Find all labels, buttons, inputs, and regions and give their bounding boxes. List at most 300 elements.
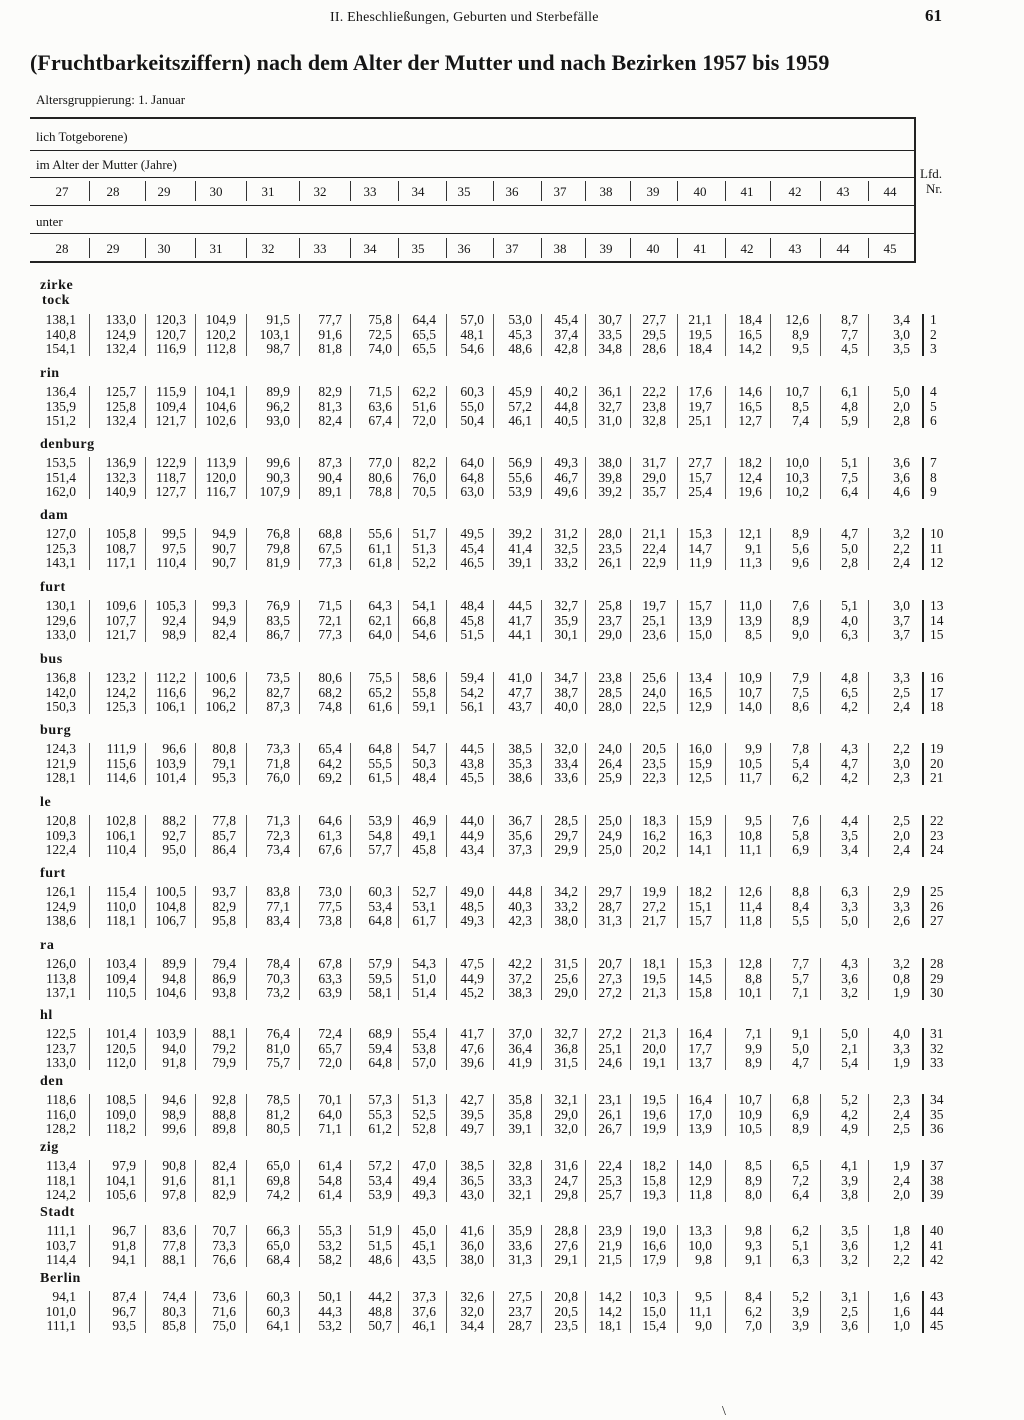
column-separator [246,314,247,356]
district-name [40,580,66,596]
table-cell: 4,3 [841,956,858,971]
table-cell: 106,1 [105,827,136,843]
table-cell: 126,0 [45,956,76,971]
table-cell: 67,4 [368,413,392,428]
age-from-separator [868,181,869,201]
table-cell: 83,6 [162,1223,186,1238]
table-cell: 45,2 [460,985,484,1000]
table-row [0,670,1024,685]
column-separator [246,815,247,857]
table-cell: 8,9 [792,326,809,342]
column-separator [299,958,300,1000]
table-cell: 132,4 [105,413,136,428]
table-cell: 50,3 [412,755,436,771]
column-separator [195,457,196,499]
table-cell: 120,3 [155,312,186,327]
table-cell: 53,1 [412,898,436,914]
table-cell: 92,8 [212,1092,236,1107]
age-to-separator [89,238,90,258]
table-cell: 108,7 [105,540,136,556]
table-cell: 45,3 [508,326,532,342]
column-separator [868,672,869,714]
column-separator [820,600,821,642]
lfd-bar [922,743,924,785]
column-separator [585,672,586,714]
table-cell: 79,4 [212,956,236,971]
district-block [0,652,1024,718]
table-cell: 11,8 [688,1187,712,1202]
table-cell: 14,6 [738,384,762,399]
table-cell: 3,8 [841,1187,858,1202]
table-cell: 75,8 [368,312,392,327]
table-cell: 37,2 [508,970,532,986]
table-cell: 16,4 [688,1092,712,1107]
table-cell: 94,6 [162,1092,186,1107]
table-cell: 52,8 [412,1121,436,1136]
table-cell: 40,2 [554,384,578,399]
table-cell: 78,4 [266,956,290,971]
lfd-bar [922,815,924,857]
table-cell: 104,9 [205,312,236,327]
table-cell: 120,7 [155,326,186,342]
column-separator [820,1028,821,1070]
age-to-9: 37 [505,241,519,256]
table-cell: 120,2 [205,326,236,342]
table-cell: 135,9 [45,398,76,414]
table-cell: 65,0 [266,1237,290,1253]
table-cell: 12,9 [688,1172,712,1188]
table-cell: 2,4 [893,555,910,570]
table-cell: 136,9 [105,455,136,470]
column-separator [770,958,771,1000]
table-cell: 64,8 [368,913,392,928]
table-cell: 27,7 [688,455,712,470]
table-cell: 48,4 [412,770,436,785]
table-row [0,899,1024,914]
table-cell: 15,4 [642,1318,666,1333]
table-cell: 74,0 [368,341,392,356]
table-cell: 64,3 [368,598,392,613]
table-cell: 94,1 [112,1252,136,1267]
table-cell: 42,3 [508,913,532,928]
age-from-separator [820,181,821,201]
table-cell: 2,8 [893,413,910,428]
age-from-separator [725,181,726,201]
table-cell: 46,1 [412,1318,436,1333]
header-rule-4 [30,233,914,234]
column-separator [585,457,586,499]
column-separator [350,1094,351,1136]
table-cell: 128,2 [45,1121,76,1136]
column-separator [630,314,631,356]
table-cell: 107,7 [105,612,136,628]
header-rule-2 [30,177,914,178]
table-cell: 19,3 [642,1187,666,1202]
table-row [0,555,1024,570]
table-cell: 96,6 [162,741,186,756]
table-cell: 55,6 [368,526,392,541]
table-row [0,613,1024,628]
column-separator [585,886,586,928]
age-from-separator [677,181,678,201]
lfd-number: 13 [930,598,944,613]
table-cell: 5,0 [841,913,858,928]
table-cell: 32,1 [508,1187,532,1202]
table-cell: 14,2 [598,1289,622,1304]
table-cell: 83,8 [266,884,290,899]
table-cell: 32,8 [508,1158,532,1173]
table-cell: 95,8 [212,913,236,928]
table-cell: 133,0 [105,312,136,327]
column-separator [145,1291,146,1333]
table-cell: 18,4 [738,312,762,327]
table-cell: 32,7 [598,398,622,414]
table-cell: 122,5 [45,1026,76,1041]
table-cell: 70,7 [212,1223,236,1238]
table-cell: 70,1 [318,1092,342,1107]
district-name-line: bus [40,652,63,667]
column-separator [446,1094,447,1136]
table-row [0,1318,1024,1333]
table-cell: 9,9 [745,1040,762,1056]
column-separator [770,1225,771,1267]
district-name-line: denburg [40,437,95,452]
lfd-number: 11 [930,540,943,556]
column-separator [89,886,90,928]
table-cell: 70,3 [266,970,290,986]
column-separator [541,386,542,428]
table-row [0,1026,1024,1041]
column-separator [350,743,351,785]
age-to-separator [350,238,351,258]
column-separator [145,815,146,857]
table-cell: 151,2 [45,413,76,428]
table-cell: 33,2 [554,555,578,570]
table-cell: 36,7 [508,813,532,828]
column-separator [585,958,586,1000]
table-cell: 9,8 [695,1252,712,1267]
table-row [0,1187,1024,1202]
column-separator [677,457,678,499]
table-cell: 38,0 [554,913,578,928]
district-block [0,437,1024,503]
table-cell: 63,3 [318,970,342,986]
table-cell: 96,2 [266,398,290,414]
district-block [0,278,1024,356]
district-name [40,652,63,668]
table-cell: 12,9 [688,699,712,714]
table-cell: 15,7 [688,598,712,613]
table-cell: 23,6 [642,627,666,642]
lfd-number: 10 [930,526,944,541]
age-from-13: 40 [693,184,707,199]
table-row [0,455,1024,470]
table-cell: 46,9 [412,813,436,828]
table-cell: 36,1 [598,384,622,399]
column-separator [677,1028,678,1070]
table-cell: 1,0 [893,1318,910,1333]
column-separator [820,1225,821,1267]
table-cell: 38,0 [460,1252,484,1267]
column-separator [446,958,447,1000]
column-separator [493,1160,494,1202]
table-cell: 44,5 [508,598,532,613]
table-cell: 74,4 [162,1289,186,1304]
table-cell: 34,2 [554,884,578,899]
table-cell: 126,1 [45,884,76,899]
table-cell: 124,2 [45,1187,76,1202]
table-cell: 44,8 [508,884,532,899]
column-separator [725,1291,726,1333]
table-cell: 91,8 [162,1055,186,1070]
table-cell: 40,0 [554,699,578,714]
table-cell: 3,0 [893,755,910,771]
table-cell: 7,1 [745,1026,762,1041]
table-cell: 91,6 [318,326,342,342]
table-cell: 82,9 [212,898,236,914]
age-from-8: 35 [457,184,471,199]
lfd-number: 41 [930,1237,944,1253]
column-separator [770,672,771,714]
table-cell: 53,9 [368,1187,392,1202]
column-separator [585,743,586,785]
table-row [0,598,1024,613]
table-cell: 1,8 [893,1223,910,1238]
table-cell: 71,3 [266,813,290,828]
age-to-5: 33 [313,241,327,256]
table-cell: 49,3 [412,1187,436,1202]
table-cell: 81,1 [212,1172,236,1188]
column-separator [541,314,542,356]
table-cell: 82,4 [212,1158,236,1173]
table-cell: 54,8 [318,1172,342,1188]
table-cell: 12,6 [738,884,762,899]
table-cell: 4,8 [841,398,858,414]
lfd-number: 27 [930,913,944,928]
table-cell: 4,2 [841,1106,858,1122]
table-cell: 3,2 [841,1252,858,1267]
column-separator [246,528,247,570]
table-cell: 68,8 [318,526,342,541]
table-cell: 88,2 [162,813,186,828]
column-separator [493,386,494,428]
table-cell: 19,5 [642,1092,666,1107]
table-cell: 90,3 [266,469,290,485]
table-cell: 71,5 [368,384,392,399]
column-separator [246,457,247,499]
table-row [0,813,1024,828]
table-cell: 90,7 [212,540,236,556]
table-cell: 66,3 [266,1223,290,1238]
column-separator [868,528,869,570]
age-from-12: 39 [646,184,660,199]
table-cell: 55,3 [318,1223,342,1238]
table-cell: 71,6 [212,1303,236,1319]
table-cell: 90,7 [212,555,236,570]
table-cell: 16,0 [688,741,712,756]
column-separator [350,886,351,928]
age-to-15: 43 [788,241,802,256]
table-cell: 79,1 [212,755,236,771]
column-separator [398,1160,399,1202]
column-separator [398,600,399,642]
table-cell: 19,9 [642,1121,666,1136]
table-cell: 10,9 [738,670,762,685]
table-cell: 105,6 [105,1187,136,1202]
table-row [0,1158,1024,1173]
table-cell: 77,7 [318,312,342,327]
table-cell: 2,9 [893,884,910,899]
table-cell: 48,6 [368,1252,392,1267]
table-cell: 81,2 [266,1106,290,1122]
table-cell: 103,9 [155,1026,186,1041]
table-cell: 127,0 [45,526,76,541]
column-separator [630,1094,631,1136]
column-separator [246,600,247,642]
table-cell: 81,0 [266,1040,290,1056]
column-separator [299,600,300,642]
table-cell: 4,3 [841,741,858,756]
table-cell: 67,5 [318,540,342,556]
table-row [0,541,1024,556]
table-cell: 150,3 [45,699,76,714]
table-cell: 115,9 [156,384,186,399]
age-from-separator [585,181,586,201]
table-cell: 61,1 [368,540,392,556]
table-cell: 3,6 [841,1237,858,1253]
table-cell: 4,0 [893,1026,910,1041]
table-cell: 23,7 [508,1303,532,1319]
table-cell: 28,7 [598,898,622,914]
table-cell: 53,0 [508,312,532,327]
table-cell: 89,1 [318,484,342,499]
table-cell: 7,7 [792,956,809,971]
column-separator [820,457,821,499]
table-cell: 21,7 [642,913,666,928]
table-cell: 110,4 [156,555,186,570]
table-cell: 13,9 [688,1121,712,1136]
table-cell: 11,3 [738,555,762,570]
table-cell: 38,3 [508,985,532,1000]
district-block [0,1205,1024,1271]
table-cell: 45,8 [412,842,436,857]
table-cell: 118,7 [156,469,186,485]
table-cell: 6,4 [841,484,858,499]
table-cell: 82,2 [412,455,436,470]
table-cell: 15,3 [688,956,712,971]
table-cell: 10,2 [785,484,809,499]
table-row [0,1304,1024,1319]
table-cell: 95,0 [162,842,186,857]
age-to-separator [246,238,247,258]
age-from-6: 33 [363,184,377,199]
table-cell: 4,0 [841,612,858,628]
column-separator [585,1225,586,1267]
table-cell: 88,1 [212,1026,236,1041]
table-cell: 5,8 [792,827,809,843]
column-separator [89,457,90,499]
lfd-number: 29 [930,970,944,986]
table-cell: 44,3 [318,1303,342,1319]
table-cell: 109,0 [105,1106,136,1122]
lfd-number: 1 [930,312,937,327]
table-cell: 4,7 [841,526,858,541]
table-cell: 3,4 [893,312,910,327]
age-to-12: 40 [646,241,660,256]
table-cell: 13,9 [688,612,712,628]
lfd-bar [922,1160,924,1202]
table-cell: 25,6 [554,970,578,986]
column-separator [145,1028,146,1070]
table-cell: 19,1 [642,1055,666,1070]
table-cell: 61,5 [368,770,392,785]
column-separator [195,672,196,714]
table-cell: 15,1 [688,898,712,914]
lfd-number: 14 [930,612,944,628]
column-separator [725,600,726,642]
age-to-16: 44 [836,241,850,256]
table-cell: 4,7 [841,755,858,771]
column-separator [541,1160,542,1202]
table-cell: 24,6 [598,1055,622,1070]
table-cell: 6,5 [792,1158,809,1173]
table-cell: 142,0 [45,684,76,700]
table-cell: 64,8 [368,741,392,756]
table-cell: 4,9 [841,1121,858,1136]
district-name [40,1271,81,1287]
table-cell: 98,9 [162,1106,186,1122]
table-cell: 65,2 [368,684,392,700]
table-cell: 60,3 [266,1303,290,1319]
table-cell: 2,5 [893,684,910,700]
table-cell: 2,0 [893,1187,910,1202]
table-cell: 7,5 [841,469,858,485]
district-block [0,938,1024,1004]
column-separator [145,600,146,642]
age-from-0: 27 [55,184,69,199]
table-cell: 3,9 [792,1318,809,1333]
table-cell: 118,6 [46,1092,76,1107]
column-separator [725,314,726,356]
column-separator [350,314,351,356]
table-cell: 48,5 [460,898,484,914]
lfd-number: 23 [930,827,944,843]
table-cell: 8,9 [792,1121,809,1136]
table-cell: 8,8 [792,884,809,899]
table-cell: 3,3 [893,898,910,914]
column-separator [585,815,586,857]
table-cell: 22,4 [598,1158,622,1173]
column-separator [398,457,399,499]
table-cell: 42,7 [460,1092,484,1107]
table-cell: 102,6 [205,413,236,428]
table-cell: 43,4 [460,842,484,857]
column-separator [350,815,351,857]
table-cell: 64,0 [368,627,392,642]
table-cell: 3,4 [841,842,858,857]
table-cell: 45,4 [460,540,484,556]
table-cell: 4,5 [841,341,858,356]
age-from-separator [246,181,247,201]
column-separator [868,1160,869,1202]
column-separator [820,1094,821,1136]
lfd-number: 3 [930,341,937,356]
column-separator [770,1094,771,1136]
table-cell: 46,1 [508,413,532,428]
table-cell: 57,7 [368,842,392,857]
table-cell: 55,3 [368,1106,392,1122]
table-cell: 151,4 [45,469,76,485]
